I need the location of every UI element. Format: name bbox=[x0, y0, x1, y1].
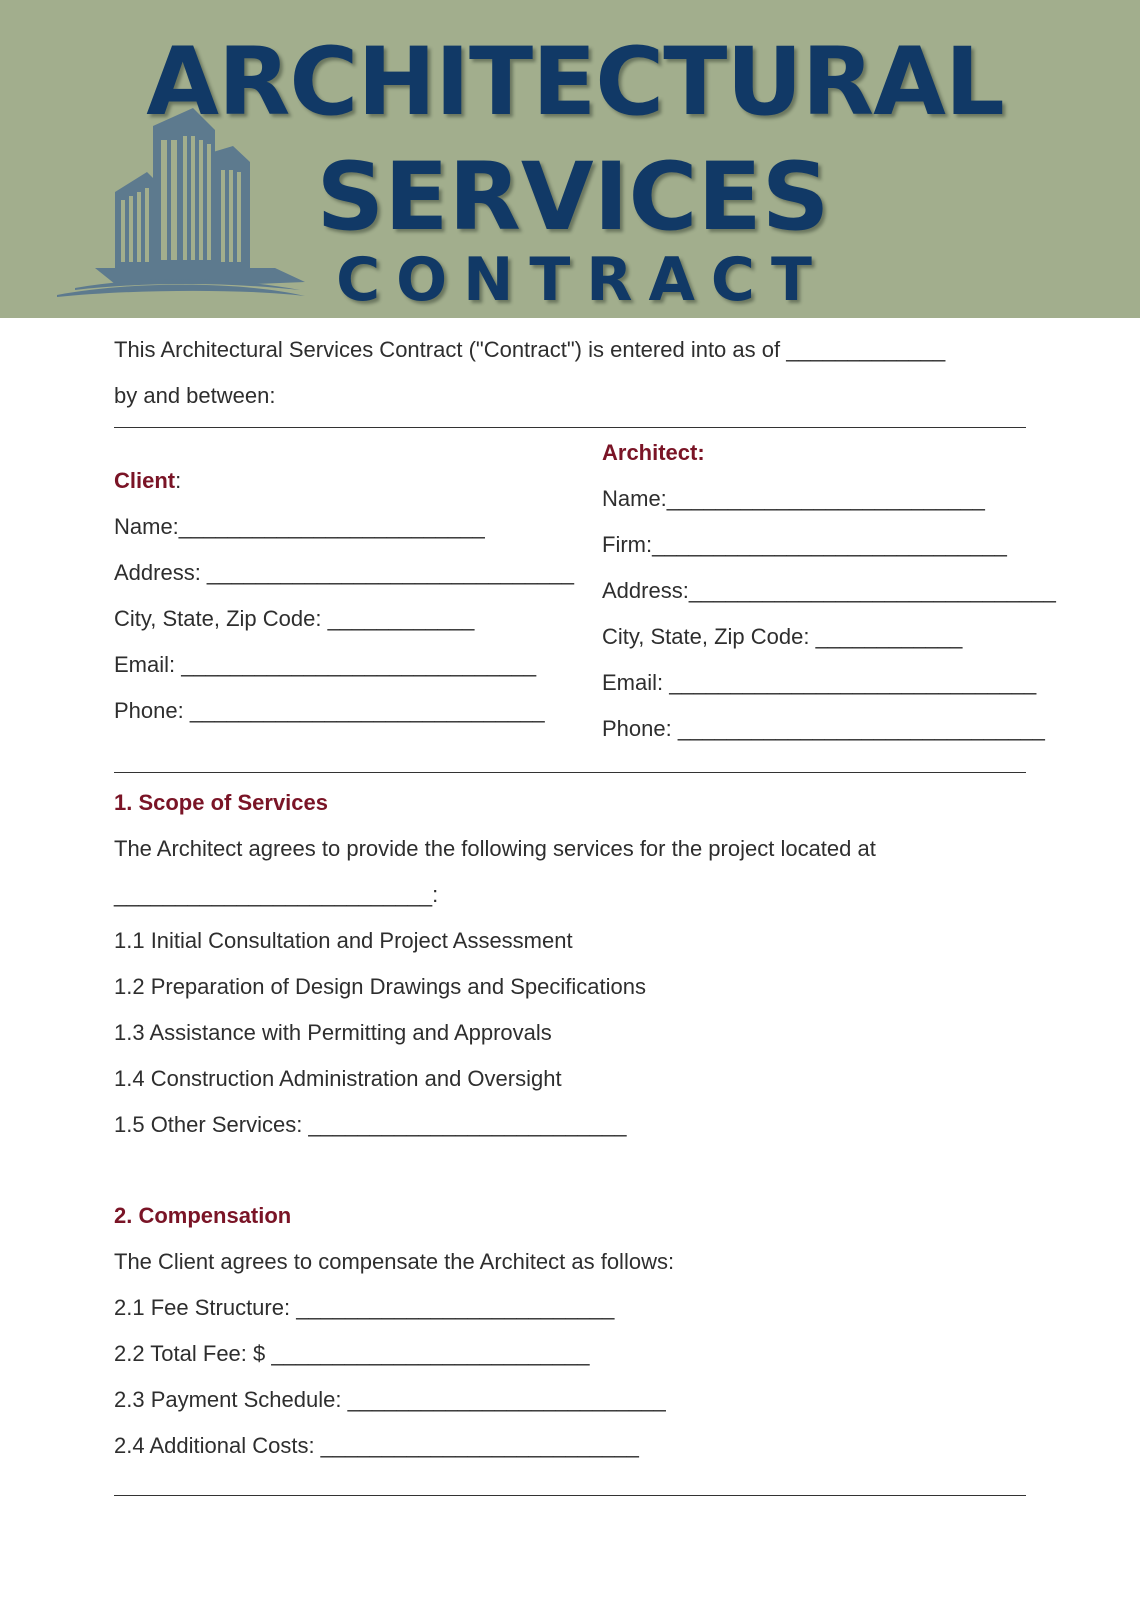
architect-address-field[interactable]: Address:______________________________ bbox=[602, 578, 1056, 603]
client-phone-field[interactable]: Phone: _____________________________ bbox=[114, 698, 545, 723]
client-heading: Client: bbox=[114, 468, 182, 493]
divider-2 bbox=[114, 772, 1026, 773]
title-line-1: ARCHITECTURAL bbox=[146, 28, 1004, 137]
fee-structure-field[interactable]: 2.1 Fee Structure: __________________________ bbox=[114, 1295, 615, 1320]
client-email-field[interactable]: Email: _____________________________ bbox=[114, 652, 537, 677]
payment-schedule-field[interactable]: 2.3 Payment Schedule: __________________________ bbox=[114, 1387, 666, 1412]
scope-item: 1.1 Initial Consultation and Project Assessment bbox=[114, 928, 573, 953]
divider-3 bbox=[114, 1495, 1026, 1496]
scope-location-field[interactable]: __________________________: bbox=[114, 882, 439, 907]
architect-firm-field[interactable]: Firm:_____________________________ bbox=[602, 532, 1007, 557]
architect-phone-field[interactable]: Phone: ______________________________ bbox=[602, 716, 1045, 741]
scope-heading: 1. Scope of Services bbox=[114, 790, 328, 815]
divider-1 bbox=[114, 427, 1026, 428]
client-address-field[interactable]: Address: ______________________________ bbox=[114, 560, 574, 585]
intro-line-2: by and between: bbox=[114, 383, 276, 408]
scope-item: 1.3 Assistance with Permitting and Approvals bbox=[114, 1020, 552, 1045]
architect-email-field[interactable]: Email: ______________________________ bbox=[602, 670, 1037, 695]
scope-item: 1.4 Construction Administration and Oversight bbox=[114, 1066, 562, 1091]
title-line-3: CONTRACT bbox=[336, 245, 828, 315]
compensation-heading: 2. Compensation bbox=[114, 1203, 292, 1228]
client-name-field[interactable]: Name:_________________________ bbox=[114, 514, 485, 539]
compensation-intro: The Client agrees to compensate the Architect as follows: bbox=[114, 1249, 675, 1274]
architect-heading: Architect: bbox=[602, 440, 705, 465]
title-line-2: SERVICES bbox=[316, 143, 830, 252]
additional-costs-field[interactable]: 2.4 Additional Costs: __________________________ bbox=[114, 1433, 639, 1458]
header-band bbox=[0, 0, 1140, 318]
intro-line-1: This Architectural Services Contract ("Contract") is entered into as of _____________ bbox=[114, 337, 946, 362]
client-city-field[interactable]: City, State, Zip Code: ____________ bbox=[114, 606, 475, 631]
architect-name-field[interactable]: Name:__________________________ bbox=[602, 486, 985, 511]
total-fee-field[interactable]: 2.2 Total Fee: $ __________________________ bbox=[114, 1341, 590, 1366]
scope-other-services-field[interactable]: 1.5 Other Services: __________________________ bbox=[114, 1112, 627, 1137]
architect-city-field[interactable]: City, State, Zip Code: ____________ bbox=[602, 624, 963, 649]
scope-intro: The Architect agrees to provide the following services for the project located at bbox=[114, 836, 876, 861]
scope-item: 1.2 Preparation of Design Drawings and Specifications bbox=[114, 974, 646, 999]
